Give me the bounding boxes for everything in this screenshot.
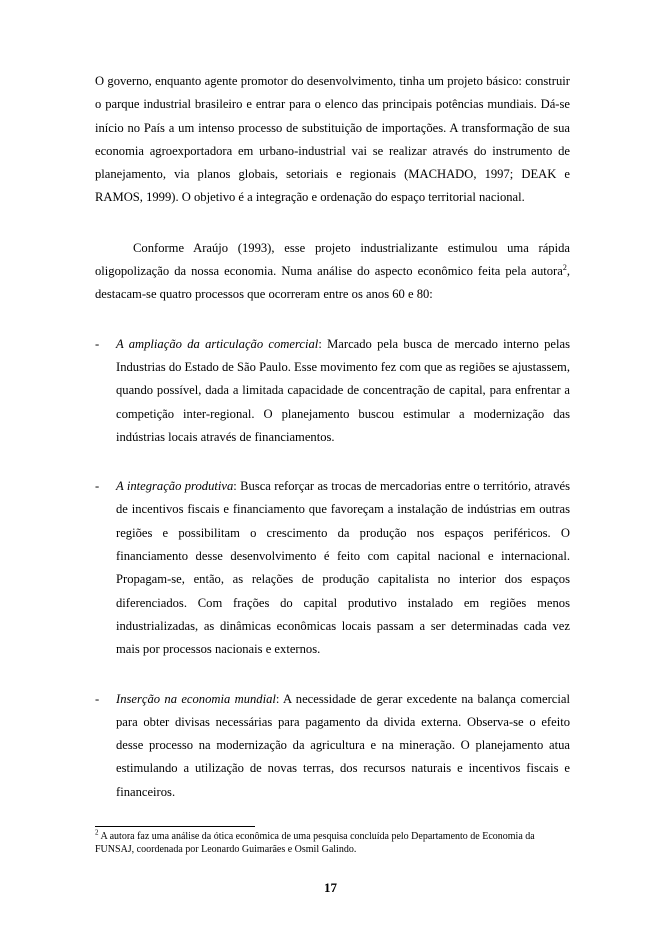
list-item bbox=[95, 475, 570, 661]
bullet-text: : Busca reforçar as trocas de mercadorias entre o território, através de incentivos fiscais e financiamento que favoreçam a instalação de indústrias em outras regiões e possibilitam o crescimento da produção nos espaços periféricos. O financiamento desse desenvolvimento é feito com capital nacional e internacional. Propagam-se, então, as relações de produção capitalista no interior dos espaços diferenciados. Com frações do capital produtivo instalado em regiões menos industrializadas, as dinâmicas econômicas locais passam a ser determinadas cada vez mais por processos nacionais e externos. bbox=[116, 479, 570, 657]
bullet-dash: - bbox=[95, 691, 100, 706]
page-number: 17 bbox=[324, 880, 337, 895]
footnote bbox=[95, 830, 570, 856]
footnote-number: 2 bbox=[95, 828, 99, 837]
bullet-title: Inserção na economia mundial bbox=[116, 691, 276, 706]
list-item bbox=[95, 688, 570, 804]
list-item bbox=[95, 333, 570, 449]
paragraph-2 bbox=[95, 237, 570, 307]
paragraph-2-text-start: Conforme Araújo (1993), esse projeto industrializante estimulou uma rápida oligopolização da nossa economia. Numa análise do aspecto econômico feita pela autora bbox=[95, 240, 570, 279]
footnote-separator bbox=[95, 826, 255, 827]
bullet-dash: - bbox=[95, 479, 100, 494]
bullet-title: A integração produtiva bbox=[116, 479, 234, 494]
bullet-text: : A necessidade de gerar excedente na balança comercial para obter divisas necessárias para pagamento da divida externa. Observa-se o efeito desse processo na modernização da agricultura e na mineração. O planejamento atua estimulando a utilização de novas terras, dos recursos naturais e incentivos fiscais e financeiros. bbox=[116, 691, 570, 799]
bullet-title: A ampliação da articulação comercial bbox=[116, 336, 319, 351]
bullet-text: : Marcado pela busca de mercado interno pelas Industrias do Estado de São Paulo. Esse movimento fez com que as regiões se ajustassem, quando possível, dada a limitada capacidade de concentração de capital, para enfrentar a competição inter-regional. O planejamento buscou estimular a modernização das indústrias locais através de financiamentos. bbox=[116, 336, 570, 444]
bullet-dash: - bbox=[95, 336, 100, 351]
paragraph-2-text-end: , destacam-se quatro processos que ocorreram entre os anos 60 e 80: bbox=[95, 264, 570, 302]
footnote-reference[interactable]: 2 bbox=[562, 262, 567, 272]
main-text bbox=[95, 70, 570, 804]
footnote-text: A autora faz uma análise da ótica econômica de uma pesquisa concluída pelo Departamento de Economia da FUNSAJ, coordenada por Leonardo Guimarães e Osmil Galindo. bbox=[95, 831, 535, 855]
paragraph-1: O governo, enquanto agente promotor do desenvolvimento, tinha um projeto básico: construir o parque industrial brasileiro e entrar para o elenco das principais potências mundiais. Dá-se início no País a um intenso processo de substituição de importações. A transformação de sua economia agroexportadora em urbano-industrial vai se realizar através do instrumento de planejamento, via planos globais, setoriais e regionais (MACHADO, 1997; DEAK e RAMOS, 1999). O objetivo é a integração e ordenação do espaço territorial nacional. bbox=[95, 74, 570, 205]
